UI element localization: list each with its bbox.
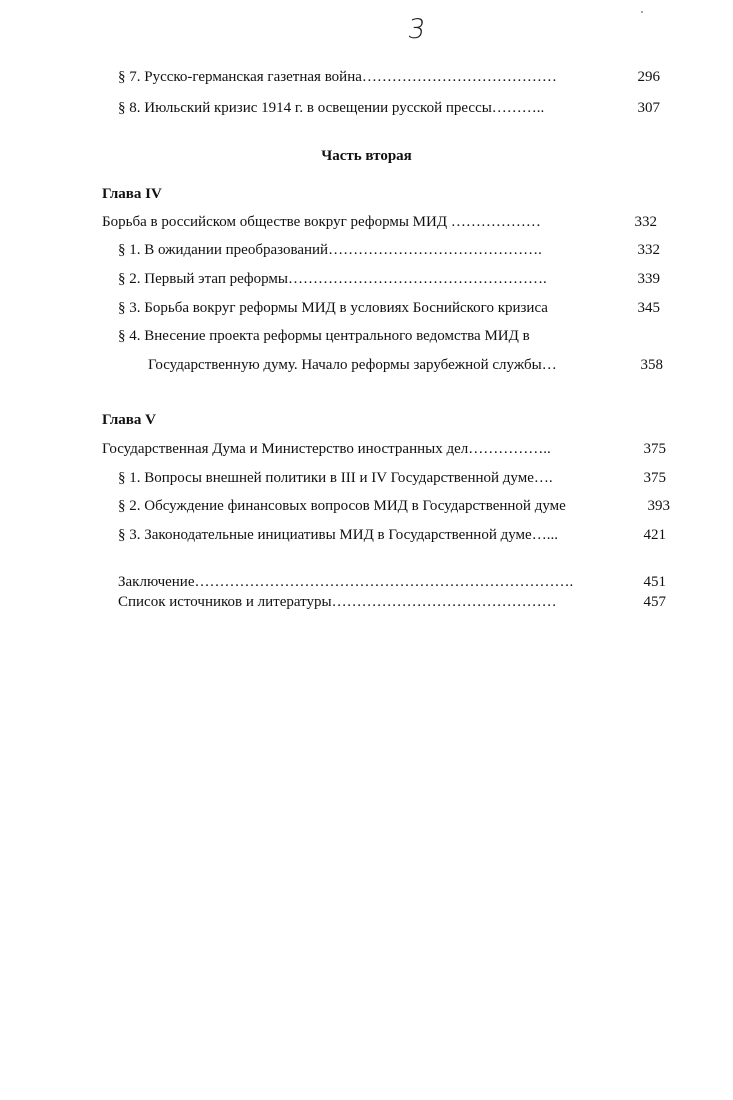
toc-entry-page: 358 — [640, 357, 663, 373]
toc-entry-page: 332 — [637, 242, 660, 258]
toc-entry-page: 339 — [637, 271, 660, 287]
toc-entry-text: § 1. Вопросы внешней политики в III и IV Государственной думе…. — [118, 470, 553, 486]
back-matter-entry-page: 451 — [643, 574, 666, 590]
toc-entry-page: 421 — [643, 527, 666, 543]
toc-entry-page: 296 — [637, 69, 660, 85]
toc-entry-text: § 8. Июльский кризис 1914 г. в освещении русской прессы……….. — [118, 100, 545, 116]
toc-entry-page: 307 — [637, 100, 660, 116]
toc-entry-text-line2: Государственную думу. Начало реформы зарубежной службы… — [148, 357, 557, 373]
scan-speck — [641, 11, 643, 13]
page-number: 3 — [405, 14, 428, 45]
chapter-heading: Глава IV — [102, 186, 162, 202]
chapter-main-entry-page: 375 — [643, 441, 666, 457]
back-matter-entry-text: Список источников и литературы……………………………………… — [118, 594, 557, 610]
toc-entry-text: § 1. В ожидании преобразований……………………………………. — [118, 242, 542, 258]
toc-entry-text-line1: § 4. Внесение проекта реформы центрального ведомства МИД в — [118, 328, 530, 344]
toc-entry-text: § 7. Русско-германская газетная война………………………………… — [118, 69, 557, 85]
back-matter-entry-page: 457 — [643, 594, 666, 610]
toc-entry-text: § 2. Первый этап реформы……………………………………………. — [118, 271, 547, 287]
toc-entry-text: § 3. Борьба вокруг реформы МИД в условиях Боснийского кризиса — [118, 300, 548, 316]
toc-entry-page: 393 — [647, 498, 670, 514]
chapter-main-entry-text: Государственная Дума и Министерство иностранных дел…………….. — [102, 441, 551, 457]
chapter-heading: Глава V — [102, 412, 156, 428]
toc-entry-text: § 3. Законодательные инициативы МИД в Государственной думе…... — [118, 527, 558, 543]
chapter-main-entry-text: Борьба в российском обществе вокруг реформы МИД ……………… — [102, 214, 541, 230]
back-matter-entry-text: Заключение…………………………………………………………………. — [118, 574, 574, 590]
toc-entry-text: § 2. Обсуждение финансовых вопросов МИД в Государственной думе — [118, 498, 566, 514]
part-title: Часть вторая — [321, 148, 412, 164]
chapter-main-entry-page: 332 — [634, 214, 657, 230]
toc-entry-page: 375 — [643, 470, 666, 486]
toc-entry-page: 345 — [637, 300, 660, 316]
